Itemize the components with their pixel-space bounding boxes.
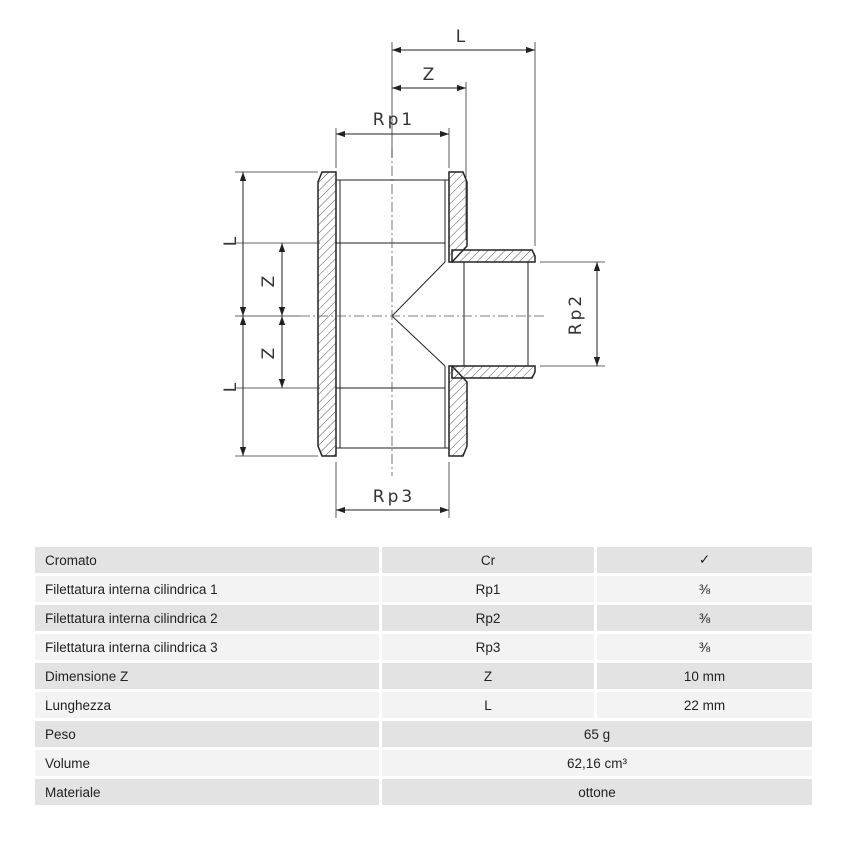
table-row — [35, 663, 812, 689]
label-left-Z-upper: Z — [259, 272, 279, 288]
row-symbol: Rp1 — [382, 576, 597, 602]
label-left-Z-lower: Z — [259, 344, 279, 360]
right-wall-upper — [449, 172, 467, 262]
row-label: Volume — [35, 750, 382, 776]
fitting-body — [300, 148, 545, 476]
label-rp2: Rp2 — [566, 292, 586, 336]
row-value: ottone — [382, 779, 812, 805]
left-wall — [318, 172, 336, 456]
label-top-Z: Z — [422, 65, 438, 85]
label-rp1: Rp1 — [372, 110, 416, 130]
label-left-L-lower: L — [221, 379, 241, 393]
table-row — [35, 576, 812, 602]
branch-wall-lower — [452, 366, 535, 378]
table-row — [35, 779, 812, 805]
row-value: 62,16 cm³ — [382, 750, 812, 776]
row-label: Cromato — [35, 547, 382, 573]
row-value: 22 mm — [597, 692, 812, 718]
row-label: Materiale — [35, 779, 382, 805]
row-label: Filettatura interna cilindrica 1 — [35, 576, 382, 602]
branch-wall-upper — [452, 250, 535, 262]
label-left-L-upper: L — [221, 233, 241, 247]
row-value: ✓ — [597, 547, 812, 573]
row-value: ⅜ — [597, 605, 812, 631]
right-wall-lower — [449, 366, 467, 456]
row-label: Peso — [35, 721, 382, 747]
row-label: Filettatura interna cilindrica 2 — [35, 605, 382, 631]
row-value: 10 mm — [597, 663, 812, 689]
row-label: Lunghezza — [35, 692, 382, 718]
row-value: ⅜ — [597, 576, 812, 602]
row-symbol: Rp3 — [382, 634, 597, 660]
row-symbol: Z — [382, 663, 597, 689]
row-symbol: Cr — [382, 547, 597, 573]
row-label: Filettatura interna cilindrica 3 — [35, 634, 382, 660]
label-rp3: Rp3 — [372, 487, 416, 507]
spec-table — [35, 544, 812, 808]
row-symbol: Rp2 — [382, 605, 597, 631]
table-row — [35, 750, 812, 776]
table-row — [35, 547, 812, 573]
row-value: ⅜ — [597, 634, 812, 660]
row-value: 65 g — [382, 721, 812, 747]
table-row — [35, 634, 812, 660]
table-row — [35, 692, 812, 718]
table-row — [35, 721, 812, 747]
row-label: Dimensione Z — [35, 663, 382, 689]
label-top-L: L — [455, 27, 469, 47]
row-symbol: L — [382, 692, 597, 718]
table-row — [35, 605, 812, 631]
